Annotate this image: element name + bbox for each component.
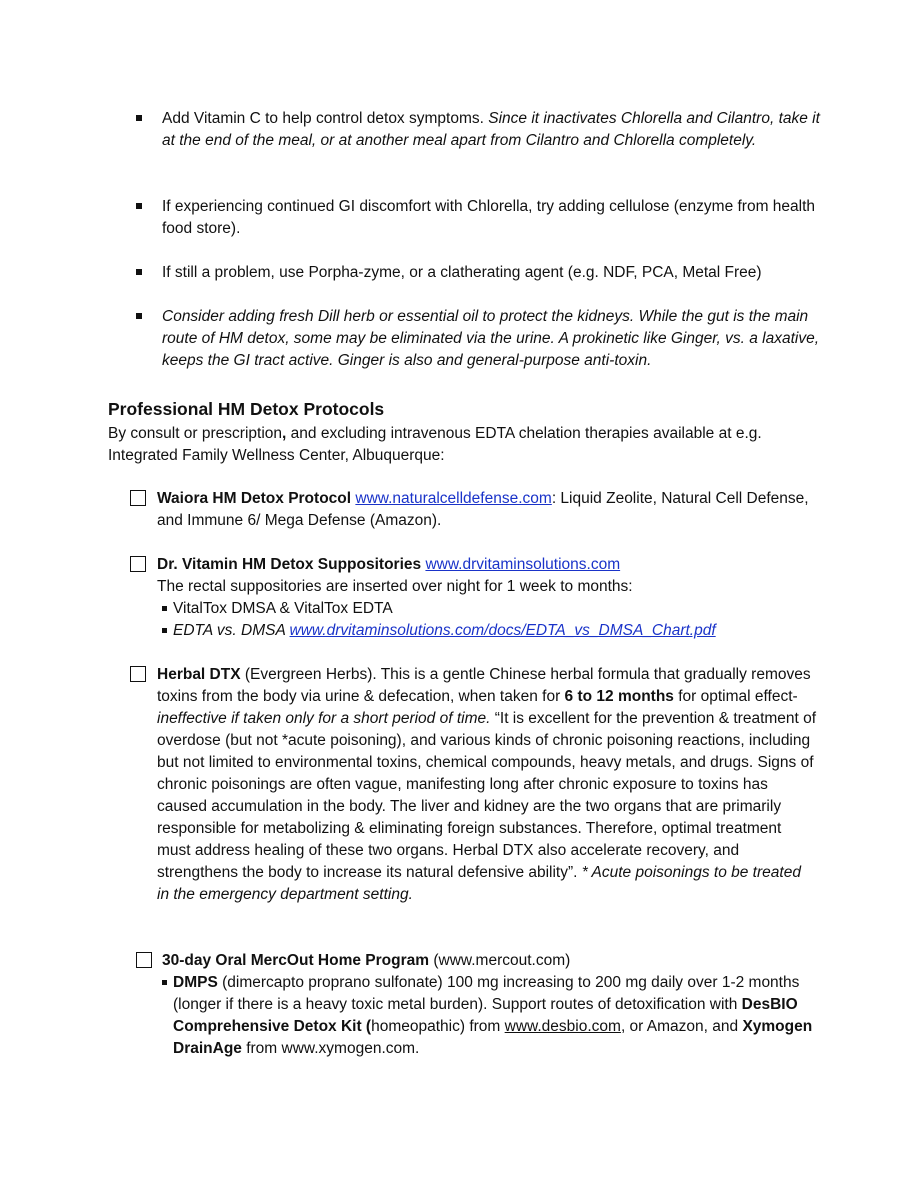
bullet-item	[162, 108, 822, 152]
protocol-text: : Liquid Zeolite, Natural Cell Defense, and Immune 6/ Mega Defense (Amazon).	[157, 490, 809, 529]
square-bullet-icon	[162, 606, 167, 611]
square-bullet-icon	[136, 115, 142, 121]
checkbox[interactable]	[130, 490, 146, 506]
protocol-mercout	[162, 950, 822, 1060]
dmps-label: DMPS	[173, 974, 218, 991]
checkbox[interactable]	[130, 666, 146, 682]
square-bullet-icon	[136, 269, 142, 275]
edta-dmsa-chart-link[interactable]: www.drvitaminsolutions.com/docs/EDTA_vs_DMSA_Chart.pdf	[289, 622, 716, 639]
acute-poisoning-note: * Acute poisonings to be treated in the emergency department setting.	[157, 864, 801, 903]
checkbox[interactable]	[130, 556, 146, 572]
protocol-title: Dr. Vitamin HM Detox Suppositories	[157, 556, 422, 573]
bullet-text: Add Vitamin C to help control detox symptoms.	[162, 110, 489, 127]
square-bullet-icon	[136, 313, 142, 319]
bullet-item	[162, 262, 822, 284]
duration-text: 6 to 12 months	[564, 688, 674, 705]
square-bullet-icon	[162, 628, 167, 633]
protocol-title: Herbal DTX	[157, 666, 241, 683]
protocol-drvitamin	[157, 554, 817, 642]
xymogen-label: Xymogen DrainAge	[173, 1018, 813, 1057]
protocol-text: (Evergreen Herbs). This is a gentle Chinese herbal formula that gradually removes toxins from the body via urine & defecation, when taken for	[157, 666, 811, 705]
section-intro	[108, 423, 828, 467]
sub-bullet-label: EDTA vs. DMSA	[173, 622, 290, 639]
protocol-italic-text: ineffective if taken only for a short period of time.	[157, 710, 491, 727]
protocol-quote: “It is excellent for the prevention & treatment of overdose (but not *acute poisoning), and various kinds of chronic poisoning reactions, including but not limited to environmental toxins, chemical compounds, heavy metals, and drugs. Signs of chronic poisonings are often vague, manifesting long after chronic exposure to toxins has caused accumulation in the body. The liver and kidney are the two organs that are primarily responsible for metabolizing & eliminating foreign substances. Therefore, optimal treatment must address healing of these two organs. Herbal DTX also accelerate recovery, and strengthens the body to increase its natural defensive ability”.	[157, 710, 817, 881]
sub-bullet-text: VitalTox DMSA & VitalTox EDTA	[173, 600, 393, 617]
sub-bullet	[162, 972, 822, 1060]
bullet-text: If experiencing continued GI discomfort with Chlorella, try adding cellulose (enzyme from health food store).	[162, 198, 816, 237]
protocol-title: 30-day Oral MercOut Home Program	[162, 952, 430, 969]
desbio-kit-label: DesBIO Comprehensive Detox Kit (	[173, 996, 798, 1035]
square-bullet-icon	[162, 980, 167, 985]
bullet-italic-text: Consider adding fresh Dill herb or essential oil to protect the kidneys. While the gut is the main route of HM detox, some may be eliminated via the urine. A prokinetic like Ginger, vs. a laxative, keeps the GI tract active. Ginger is also and general-purpose anti-toxin.	[162, 308, 820, 369]
bullet-italic-text: Since it inactivates Chlorella and Cilantro, take it at the end of the meal, or at another meal apart from Cilantro and Chlorella completely.	[162, 110, 820, 149]
protocol-description: The rectal suppositories are inserted over night for 1 week to months:	[157, 578, 633, 595]
section-heading: Professional HM Detox Protocols	[108, 399, 385, 419]
desbio-link[interactable]: www.desbio.com	[504, 1018, 621, 1035]
protocol-text: (dimercapto proprano sulfonate) 100 mg increasing to 200 mg daily over 1-2 months (longer if there is a heavy toxic metal burden). Support routes of detoxification with	[173, 974, 800, 1013]
bullet-text: If still a problem, use Porpha-zyme, or a clatherating agent (e.g. NDF, PCA, Metal Free)	[162, 264, 762, 281]
protocol-text: for optimal effect-	[673, 688, 798, 705]
bullet-item	[162, 306, 822, 372]
sub-bullet	[157, 598, 817, 620]
intro-comma: ,	[282, 425, 287, 442]
naturalcelldefense-link[interactable]: www.naturalcelldefense.com	[355, 490, 552, 507]
protocol-text: homeopathic) from	[371, 1018, 505, 1035]
square-bullet-icon	[136, 203, 142, 209]
intro-text-a: By consult or prescription	[108, 425, 283, 442]
bullet-item	[162, 196, 822, 240]
sub-bullet	[157, 620, 817, 642]
checkbox[interactable]	[136, 952, 152, 968]
intro-text-b: and excluding intravenous EDTA chelation therapies available at e.g. Integrated Family Wellness Center, Albuquerque:	[108, 425, 762, 464]
drvitaminsolutions-link[interactable]: www.drvitaminsolutions.com	[425, 556, 621, 573]
protocol-text: from www.xymogen.com.	[241, 1040, 420, 1057]
protocol-site: (www.mercout.com)	[429, 952, 571, 969]
protocol-text: , or Amazon, and	[620, 1018, 743, 1035]
protocol-title: Waiora HM Detox Protocol	[157, 490, 352, 507]
protocol-herbal-dtx	[157, 664, 817, 906]
protocol-waiora	[157, 488, 817, 532]
